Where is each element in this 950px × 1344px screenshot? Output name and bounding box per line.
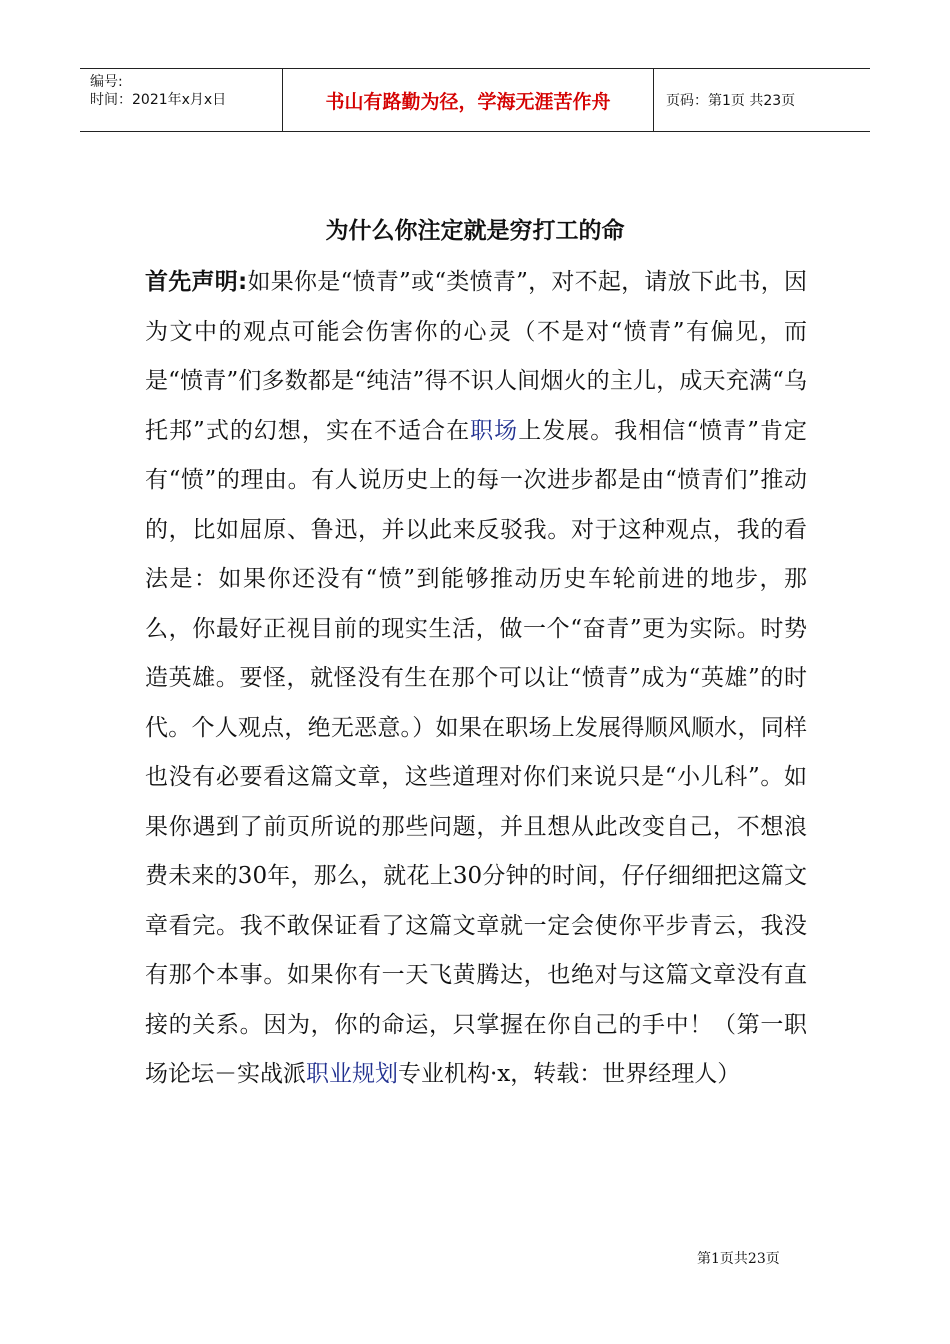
document-title: 为什么你注定就是穷打工的命 <box>325 218 625 244</box>
link-career-planning[interactable]: 职业规划 <box>306 1061 398 1087</box>
body-paragraph-part-1: 如果你是“愤青”或“类愤青”，对不起，请放下此书，因为文中的观点可能会伤害你的心灵（不是对“愤青”有偏见，而是“愤青”们多数都是“纯洁”得不识人间烟火的主儿，成天充满“乌托邦”式的幻想，实在不适合在 <box>145 269 807 444</box>
lead-statement: 首先声明: <box>145 269 248 295</box>
page-footer: 第1页共23页 <box>697 1251 780 1267</box>
header-page-info <box>654 69 870 131</box>
page-info: 页码：第1页 共23页 <box>666 93 796 109</box>
document-body <box>145 258 807 1100</box>
body-paragraph-part-2: 上发展。我相信“愤青”肯定有“愤”的理由。有人说历史上的每一次进步都是由“愤青们”推动的，比如屈原、鲁迅，并以此来反驳我。对于这种观点，我的看法是：如果你还没有“愤”到能够推动历史车轮前进的地步，那么，你最好正视目前的现实生活，做一个“奋青”更为实际。时势造英雄。要怪，就怪没有生在那个可以让“愤青”成为“英雄”的时代。个人观点，绝无恶意。）如果在职场上发展得顺风顺水，同样也没有必要看这篇文章，这些道理对你们来说只是“小儿科”。如果你遇到了前页所说的那些问题，并且想从此改变自己，不想浪费未来的30年，那么，就花上30分钟的时间，仔仔细细把这篇文章看完。我不敢保证看了这篇文章就一定会使你平步青云，我没有那个本事。如果你有一天飞黄腾达，也绝对与这篇文章没有直接的关系。因为，你的命运，只掌握在你自己的手中！（第一职场论坛－实战派 <box>145 417 808 1087</box>
header-motto-cell <box>282 69 654 131</box>
date-label: 时间：2021年x月x日 <box>90 92 227 108</box>
number-label: 编号: <box>90 74 123 90</box>
body-paragraph-part-3: 专业机构·x，转载：世界经理人） <box>398 1061 741 1087</box>
link-workplace[interactable]: 职场 <box>470 417 519 444</box>
document-header <box>80 68 870 132</box>
motto: 书山有路勤为径，学海无涯苦作舟 <box>325 90 611 113</box>
header-meta <box>80 69 282 131</box>
